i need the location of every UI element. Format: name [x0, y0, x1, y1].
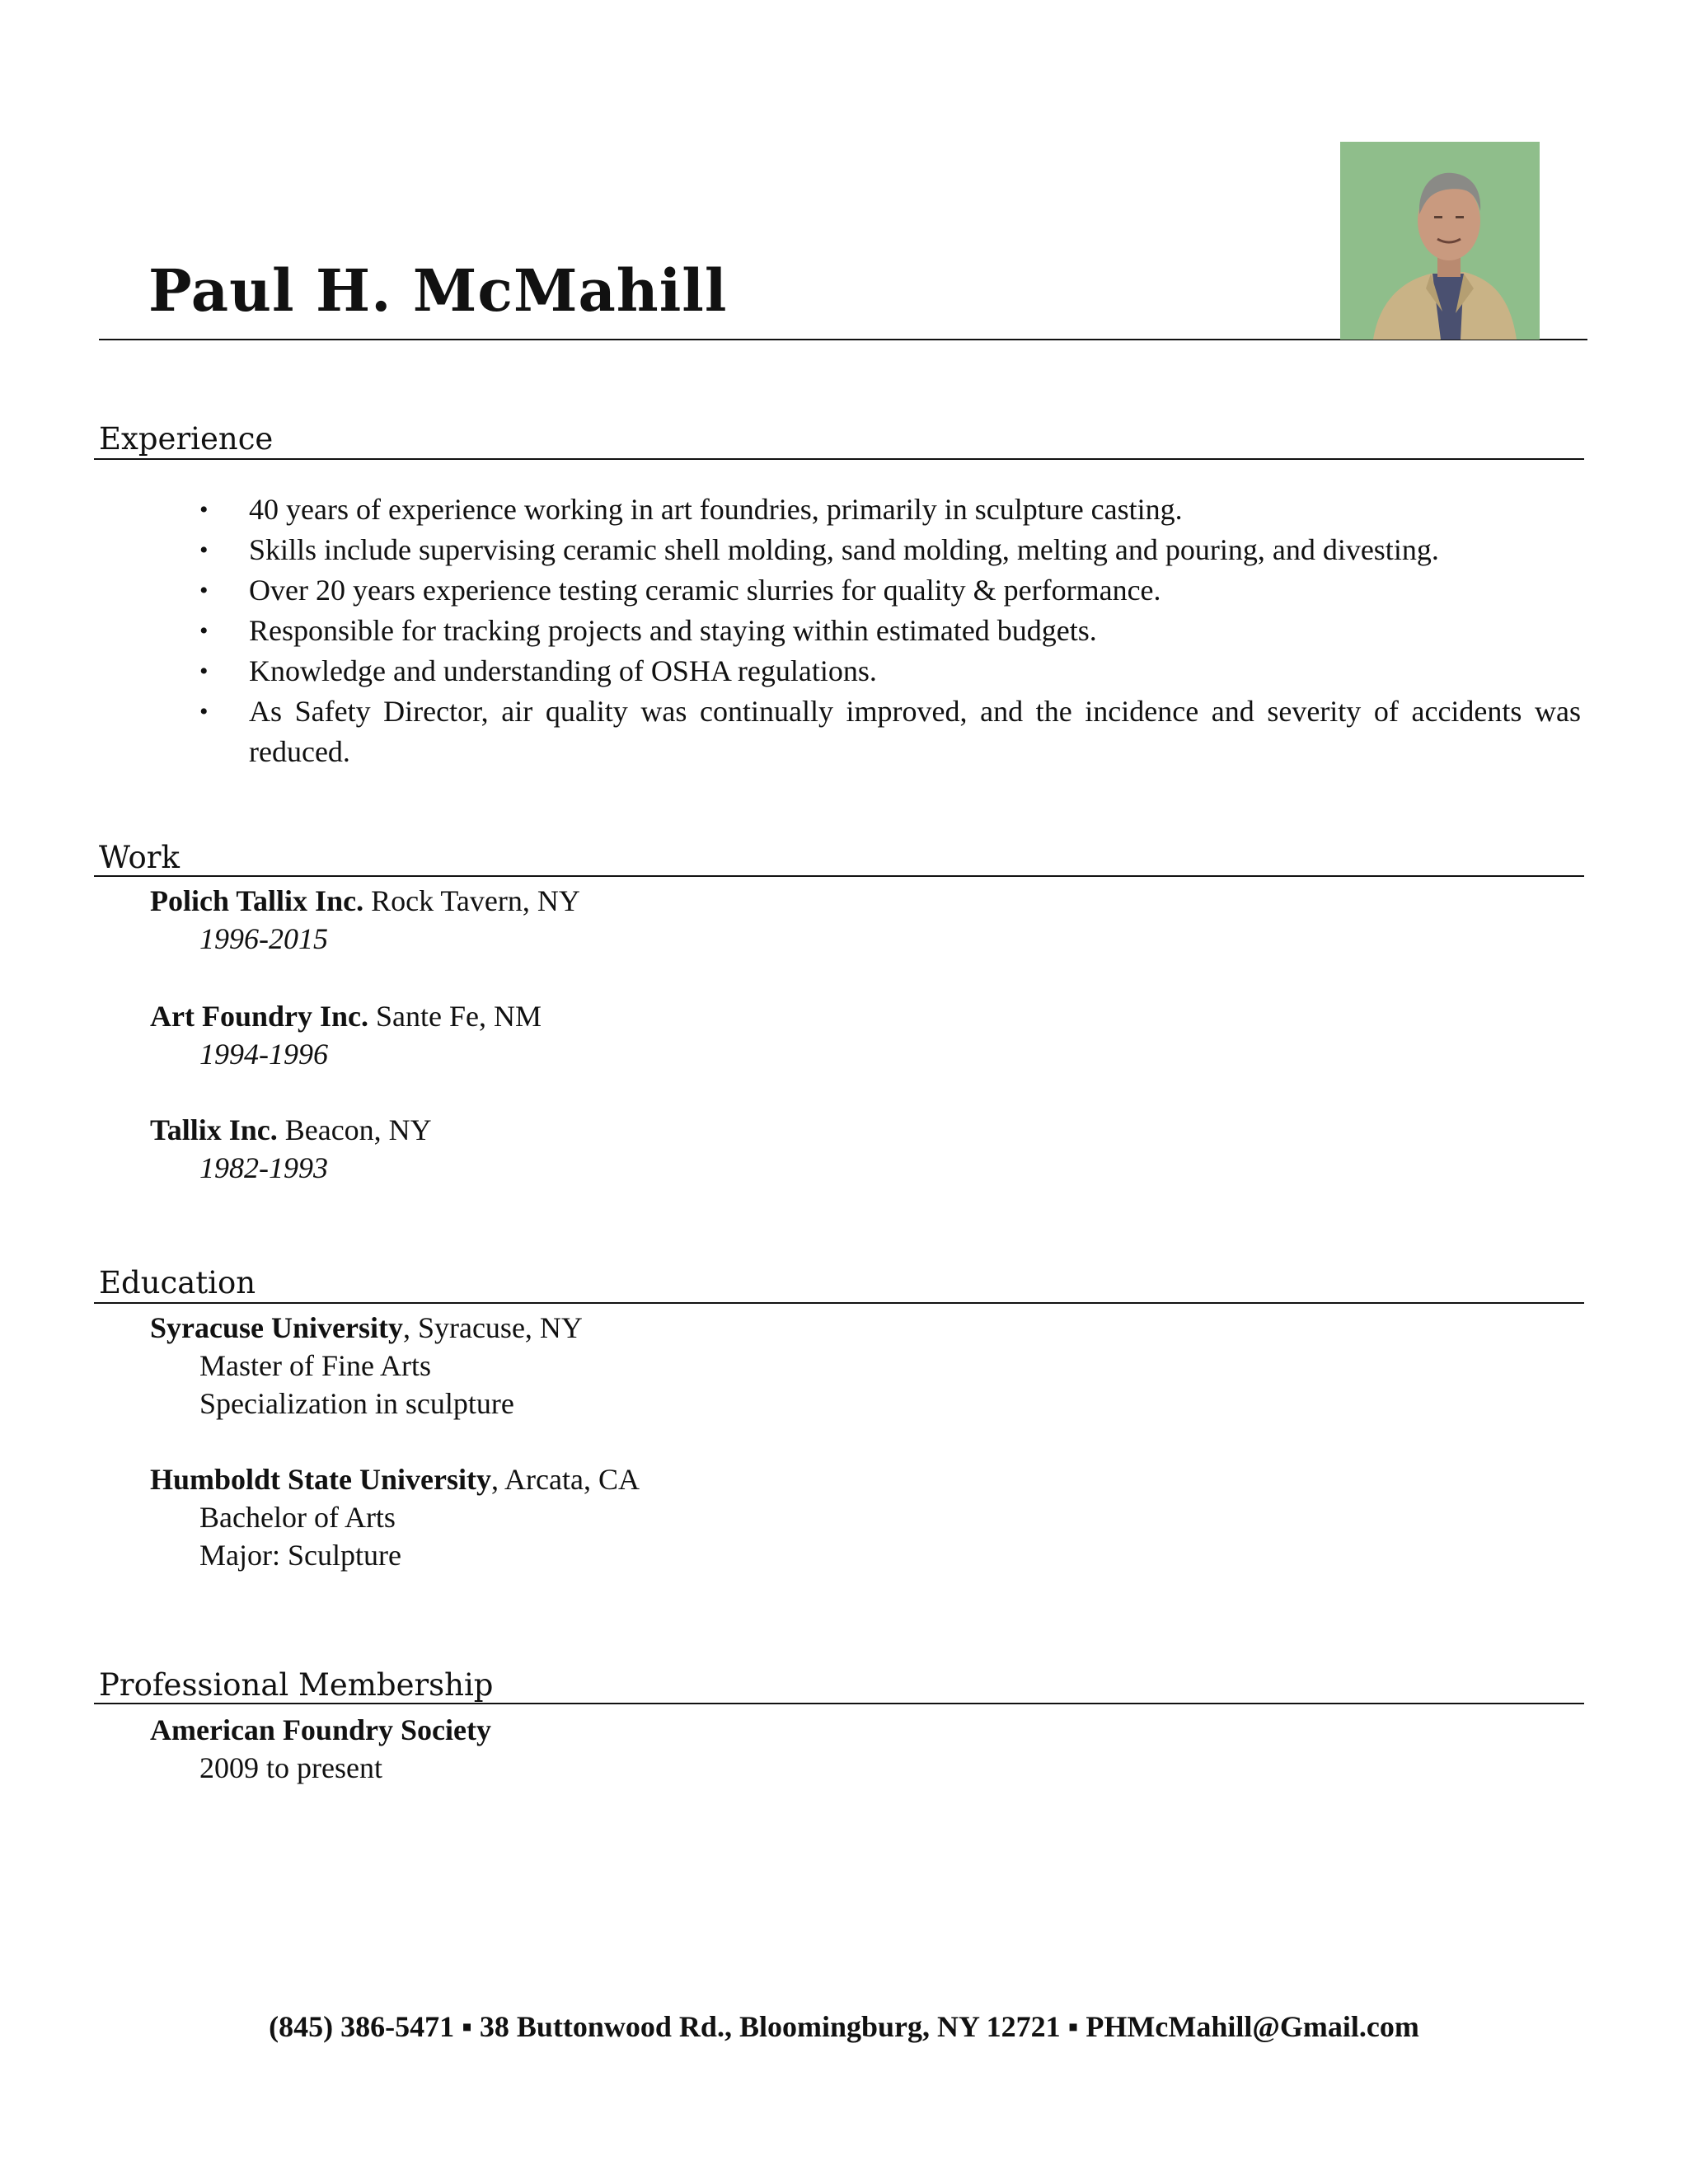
education-heading: Education: [99, 1265, 256, 1301]
experience-rule: [94, 458, 1584, 460]
bullet-icon: •: [199, 617, 209, 644]
experience-list: [191, 490, 1581, 772]
list-item: • Skills include supervising ceramic shell molding, sand molding, melting and pouring, and divesting.: [191, 530, 1581, 570]
work-years: 1996-2015: [199, 922, 328, 955]
bullet-icon: •: [199, 496, 209, 523]
membership-rule: [94, 1703, 1584, 1704]
membership-entry: [150, 1711, 491, 1787]
work-entry-art-foundry: [150, 997, 542, 1073]
company-name: Polich Tallix Inc.: [150, 884, 364, 917]
bullet-icon: •: [199, 537, 209, 564]
work-entry-tallix: [150, 1111, 432, 1187]
education-entry-humboldt: [150, 1460, 640, 1574]
bullet-icon: •: [199, 577, 209, 604]
membership-period: 2009 to present: [199, 1751, 382, 1784]
list-item: • As Safety Director, air quality was continually improved, and the incidence and severity of accidents was reduced.: [191, 691, 1581, 772]
degree-detail: Major: Sculpture: [199, 1539, 401, 1572]
education-entry-syracuse: [150, 1309, 583, 1422]
list-item: • 40 years of experience working in art foundries, primarily in sculpture casting.: [191, 490, 1581, 530]
work-heading: Work: [99, 840, 180, 875]
list-item: • Over 20 years experience testing ceramic slurries for quality & performance.: [191, 570, 1581, 611]
membership-org: American Foundry Society: [150, 1713, 491, 1746]
company-location: Rock Tavern, NY: [371, 884, 580, 917]
degree: Master of Fine Arts: [199, 1349, 431, 1382]
resume-name: Paul H. McMahill: [148, 256, 728, 325]
membership-heading: Professional Membership: [99, 1667, 494, 1703]
company-name: Tallix Inc.: [150, 1113, 278, 1146]
school-location: , Syracuse, NY: [402, 1311, 583, 1344]
company-location: Sante Fe, NM: [376, 1000, 542, 1033]
company-location: Beacon, NY: [284, 1113, 432, 1146]
list-item: • Responsible for tracking projects and staying within estimated budgets.: [191, 611, 1581, 651]
contact-footer: (845) 386-5471 ▪ 38 Buttonwood Rd., Bloomingburg, NY 12721 ▪ PHMcMahill@Gmail.com: [269, 2010, 1419, 2043]
school-name: Humboldt State University: [150, 1463, 491, 1496]
work-rule: [94, 875, 1584, 877]
profile-photo: [1340, 142, 1540, 340]
work-years: 1994-1996: [199, 1038, 328, 1071]
education-rule: [94, 1302, 1584, 1304]
bullet-icon: •: [199, 658, 209, 685]
school-location: , Arcata, CA: [491, 1463, 640, 1496]
work-entry-polich-tallix: [150, 882, 580, 958]
school-name: Syracuse University: [150, 1311, 403, 1344]
list-item: • Knowledge and understanding of OSHA regulations.: [191, 651, 1581, 691]
work-years: 1982-1993: [199, 1151, 328, 1184]
experience-heading: Experience: [99, 421, 274, 457]
degree: Bachelor of Arts: [199, 1501, 396, 1534]
degree-detail: Specialization in sculpture: [199, 1387, 514, 1420]
bullet-icon: •: [199, 698, 209, 725]
company-name: Art Foundry Inc.: [150, 1000, 369, 1033]
